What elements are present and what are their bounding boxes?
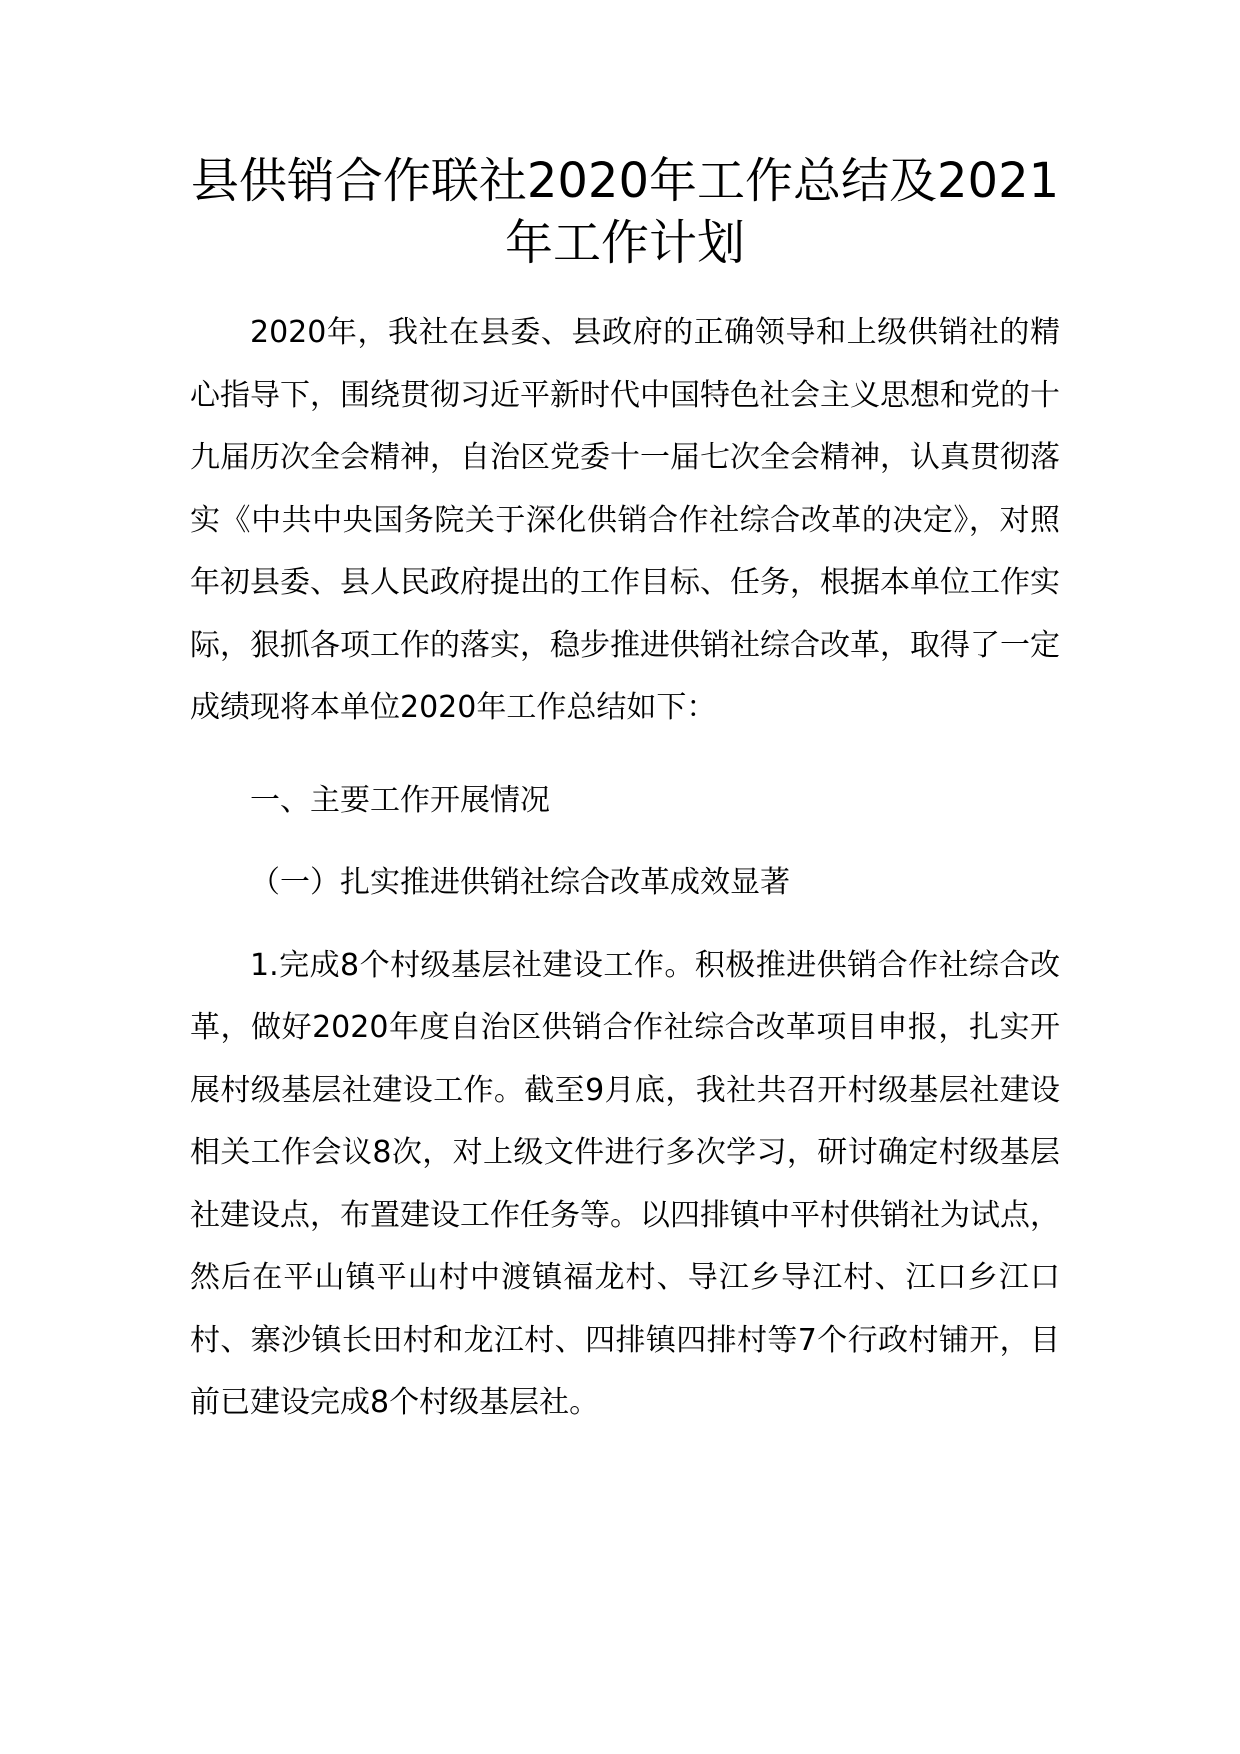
section-heading-main-work: 一、主要工作开展情况 — [250, 782, 550, 818]
item-paragraph-grassroots: 1.完成8个村级基层社建设工作。积极推进供销合作社综合改革，做好2020年度自治区供销合作社综合改革项目申报，扎实开展村级基层社建设工作。截至9月底，我社共召开村级基层社建设相关工作会议8次，对上级文件进行多次学习，研讨确定村级基层社建设点，布置建设工作任务等。以四排镇中平村供销社为试点，然后在平山镇平山村中渡镇福龙村、导江乡导江村、江口乡江口村、寨沙镇长田村和龙江村、四排镇四排村等7个行政村铺开，目前已建设完成8个村级基层社。 — [190, 947, 1060, 1420]
document-page — [190, 150, 1060, 1435]
intro-paragraph: 2020年，我社在县委、县政府的正确领导和上级供销社的精心指导下，围绕贯彻习近平新时代中国特色社会主义思想和党的十九届历次全会精神，自治区党委十一届七次全会精神，认真贯彻落实《中共中央国务院关于深化供销合作社综合改革的决定》，对照年初县委、县人民政府提出的工作目标、任务，根据本单位工作实际，狠抓各项工作的落实，稳步推进供销社综合改革，取得了一定成绩现将本单位2020年工作总结如下： — [190, 315, 1060, 725]
subsection-heading-reform: （一）扎实推进供销社综合改革成效显著 — [250, 865, 790, 900]
document-title: 县供销合作联社2020年工作总结及2021年工作计划 — [190, 153, 1060, 271]
